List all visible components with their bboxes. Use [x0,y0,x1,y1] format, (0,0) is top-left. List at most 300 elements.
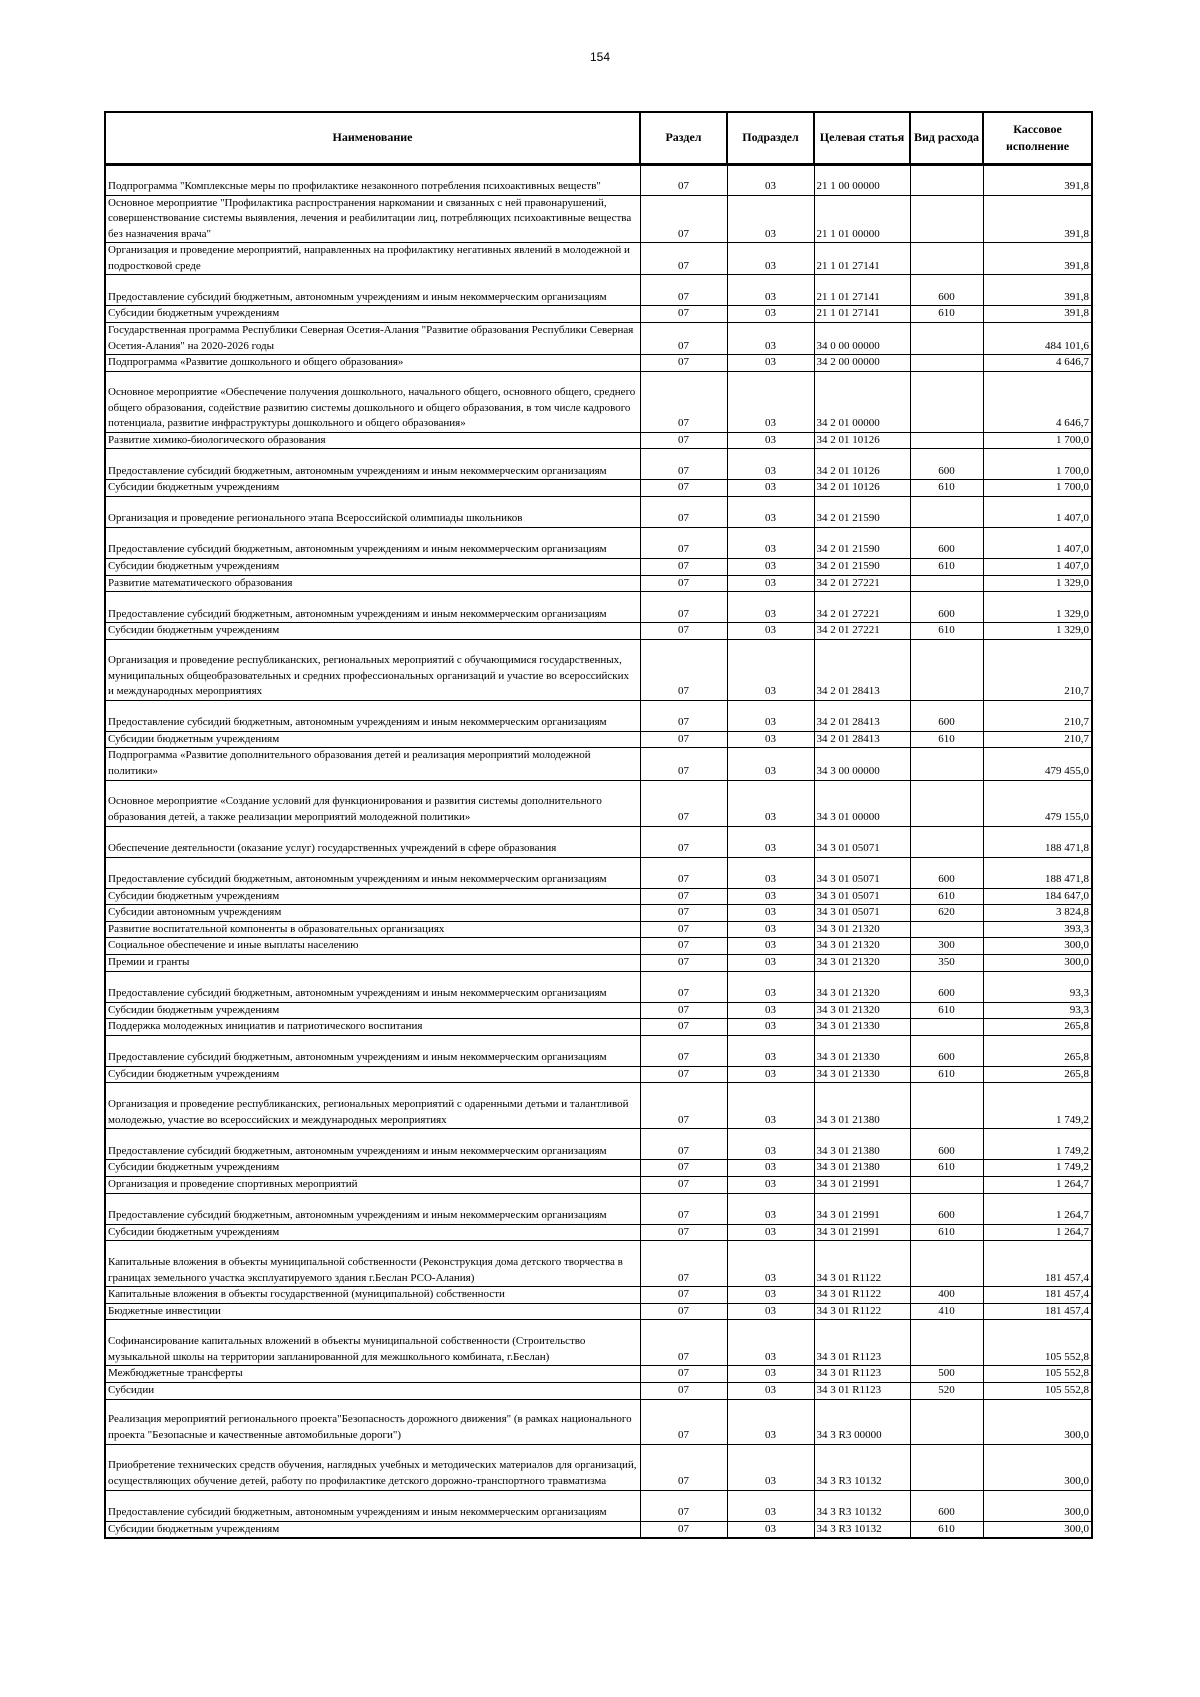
row-target-article: 34 3 R3 00000 [814,1399,910,1444]
row-amount: 1 700,0 [983,449,1092,480]
row-target-article: 34 3 01 R1123 [814,1382,910,1399]
row-amount: 1 329,0 [983,592,1092,623]
row-name: Бюджетные инвестиции [105,1303,640,1320]
row-section: 07 [640,1160,727,1177]
row-amount: 1 749,2 [983,1160,1092,1177]
row-section: 07 [640,1002,727,1019]
row-subsection: 03 [727,623,814,640]
row-expense-type: 610 [910,306,983,323]
row-section: 07 [640,1193,727,1224]
table-row [105,826,1092,857]
row-amount: 300,0 [983,938,1092,955]
row-subsection: 03 [727,1399,814,1444]
row-expense-type [910,639,983,700]
row-section: 07 [640,275,727,306]
table-row [105,748,1092,780]
row-section: 07 [640,1444,727,1490]
header-expense-type: Вид расхода [910,112,983,164]
table-row [105,355,1092,372]
row-name: Предоставление субсидий бюджетным, автономным учреждениям и иным некоммерческим организациям [105,1193,640,1224]
table-row [105,1193,1092,1224]
row-amount: 4 646,7 [983,371,1092,432]
row-amount: 181 457,4 [983,1241,1092,1287]
row-amount: 1 264,7 [983,1193,1092,1224]
row-section: 07 [640,575,727,592]
row-amount: 1 264,7 [983,1176,1092,1193]
row-subsection: 03 [727,559,814,576]
row-target-article: 34 3 01 R1123 [814,1320,910,1366]
row-name: Межбюджетные трансферты [105,1366,640,1383]
row-subsection: 03 [727,1444,814,1490]
row-name: Субсидии бюджетным учреждениям [105,559,640,576]
row-section: 07 [640,323,727,355]
row-amount: 105 552,8 [983,1366,1092,1383]
row-amount: 184 647,0 [983,888,1092,905]
row-subsection: 03 [727,731,814,748]
row-name: Основное мероприятие «Обеспечение получения дошкольного, начального общего, основного общего, среднего общего образования, содействие развитию системы дошкольного и общего образования, в том числе кадрового потенциала, развитие инфраструктуры дошкольного и общего образования» [105,371,640,432]
row-section: 07 [640,449,727,480]
row-amount: 105 552,8 [983,1382,1092,1399]
table-row [105,905,1092,922]
table-row [105,1035,1092,1066]
row-expense-type: 600 [910,1129,983,1160]
row-amount: 210,7 [983,731,1092,748]
row-name: Субсидии бюджетным учреждениям [105,1002,640,1019]
row-name: Организация и проведение республиканских, региональных мероприятий с одаренными детьми и талантливой молодежью, участие во всероссийских и международных мероприятиях [105,1083,640,1129]
row-expense-type [910,195,983,243]
row-section: 07 [640,1521,727,1538]
row-amount: 1 407,0 [983,528,1092,559]
row-subsection: 03 [727,826,814,857]
row-subsection: 03 [727,888,814,905]
row-subsection: 03 [727,1066,814,1083]
row-target-article: 21 1 01 27141 [814,243,910,275]
row-amount: 300,0 [983,954,1092,971]
row-target-article: 34 3 01 21330 [814,1066,910,1083]
table-row [105,371,1092,432]
table-row [105,780,1092,826]
row-section: 07 [640,1303,727,1320]
row-expense-type [910,921,983,938]
row-amount: 391,8 [983,243,1092,275]
row-target-article: 34 3 00 00000 [814,748,910,780]
table-row [105,528,1092,559]
row-target-article: 34 3 R3 10132 [814,1521,910,1538]
row-name: Субсидии бюджетным учреждениям [105,480,640,497]
budget-execution-table [104,111,1093,1539]
table-row [105,857,1092,888]
row-name: Предоставление субсидий бюджетным, автономным учреждениям и иным некоммерческим организациям [105,275,640,306]
row-amount: 93,3 [983,971,1092,1002]
row-target-article: 34 3 01 21320 [814,938,910,955]
row-expense-type [910,371,983,432]
row-subsection: 03 [727,748,814,780]
row-section: 07 [640,1066,727,1083]
row-subsection: 03 [727,1129,814,1160]
row-section: 07 [640,528,727,559]
row-section: 07 [640,592,727,623]
row-section: 07 [640,1287,727,1304]
table-body [105,164,1092,1538]
table-row [105,1521,1092,1538]
row-expense-type [910,164,983,195]
row-name: Основное мероприятие "Профилактика распространения наркомании и связанных с ней правонарушений, совершенствование системы выявления, лечения и реабилитации лиц, потребляющих психоактивные вещества без назначения врача" [105,195,640,243]
row-target-article: 34 2 01 21590 [814,497,910,528]
row-section: 07 [640,826,727,857]
row-expense-type [910,432,983,449]
row-section: 07 [640,1129,727,1160]
row-amount: 391,8 [983,164,1092,195]
row-target-article: 34 3 01 21380 [814,1083,910,1129]
row-expense-type [910,1444,983,1490]
row-section: 07 [640,306,727,323]
row-target-article: 34 3 01 R1123 [814,1366,910,1383]
row-amount: 105 552,8 [983,1320,1092,1366]
row-name: Организация и проведение мероприятий, направленных на профилактику негативных явлений в молодежной и подростковой среде [105,243,640,275]
row-subsection: 03 [727,480,814,497]
row-subsection: 03 [727,275,814,306]
row-target-article: 34 2 01 28413 [814,639,910,700]
row-amount: 391,8 [983,306,1092,323]
table-row [105,1241,1092,1287]
page-number: 154 [589,50,611,64]
row-target-article: 34 3 01 05071 [814,857,910,888]
table-row [105,1303,1092,1320]
row-section: 07 [640,497,727,528]
row-name: Подпрограмма «Развитие дошкольного и общего образования» [105,355,640,372]
row-target-article: 34 2 01 27221 [814,592,910,623]
row-subsection: 03 [727,639,814,700]
row-section: 07 [640,1366,727,1383]
row-section: 07 [640,623,727,640]
row-amount: 93,3 [983,1002,1092,1019]
row-expense-type [910,748,983,780]
row-section: 07 [640,1399,727,1444]
row-target-article: 34 3 01 R1122 [814,1287,910,1304]
row-name: Субсидии бюджетным учреждениям [105,306,640,323]
row-expense-type [910,1176,983,1193]
row-name: Предоставление субсидий бюджетным, автономным учреждениям и иным некоммерческим организациям [105,1129,640,1160]
row-section: 07 [640,1320,727,1366]
row-subsection: 03 [727,432,814,449]
row-name: Подпрограмма "Комплексные меры по профилактике незаконного потребления психоактивных веществ" [105,164,640,195]
table-row [105,449,1092,480]
row-name: Подпрограмма «Развитие дополнительного образования детей и реализация мероприятий молодежной политики» [105,748,640,780]
row-target-article: 34 3 01 00000 [814,780,910,826]
row-name: Предоставление субсидий бюджетным, автономным учреждениям и иным некоммерческим организациям [105,1490,640,1521]
row-subsection: 03 [727,449,814,480]
row-name: Развитие воспитательной компоненты в образовательных организациях [105,921,640,938]
row-amount: 300,0 [983,1490,1092,1521]
row-section: 07 [640,954,727,971]
row-expense-type [910,323,983,355]
row-subsection: 03 [727,592,814,623]
row-target-article: 34 3 01 21320 [814,921,910,938]
header-target-article: Целевая статья [814,112,910,164]
row-amount: 479 155,0 [983,780,1092,826]
row-section: 07 [640,971,727,1002]
row-amount: 1 407,0 [983,559,1092,576]
row-expense-type [910,1320,983,1366]
row-target-article: 34 3 01 21330 [814,1035,910,1066]
row-subsection: 03 [727,1002,814,1019]
row-name: Капитальные вложения в объекты государственной (муниципальной) собственности [105,1287,640,1304]
table-row [105,1366,1092,1383]
table-row [105,195,1092,243]
header-cash-execution: Кассовое исполнение [983,112,1092,164]
row-name: Организация и проведение регионального этапа Всероссийской олимпиады школьников [105,497,640,528]
row-target-article: 34 3 01 21380 [814,1129,910,1160]
table-row [105,432,1092,449]
row-subsection: 03 [727,1176,814,1193]
row-name: Обеспечение деятельности (оказание услуг) государственных учреждений в сфере образования [105,826,640,857]
row-expense-type: 600 [910,275,983,306]
row-section: 07 [640,1241,727,1287]
row-amount: 181 457,4 [983,1287,1092,1304]
row-name: Субсидии бюджетным учреждениям [105,1521,640,1538]
table-row [105,1176,1092,1193]
table-row [105,1490,1092,1521]
row-amount: 188 471,8 [983,857,1092,888]
row-name: Предоставление субсидий бюджетным, автономным учреждениям и иным некоммерческим организациям [105,971,640,1002]
row-subsection: 03 [727,528,814,559]
row-amount: 188 471,8 [983,826,1092,857]
row-expense-type: 600 [910,971,983,1002]
row-amount: 1 407,0 [983,497,1092,528]
row-subsection: 03 [727,938,814,955]
row-target-article: 34 2 01 00000 [814,371,910,432]
row-target-article: 34 3 01 05071 [814,888,910,905]
table-row [105,1320,1092,1366]
table-row [105,164,1092,195]
row-expense-type: 300 [910,938,983,955]
row-amount: 4 646,7 [983,355,1092,372]
row-target-article: 34 3 01 R1122 [814,1241,910,1287]
row-target-article: 34 3 01 21991 [814,1193,910,1224]
row-section: 07 [640,355,727,372]
table-row [105,323,1092,355]
row-section: 07 [640,938,727,955]
row-expense-type: 600 [910,592,983,623]
row-target-article: 34 2 01 27221 [814,623,910,640]
row-subsection: 03 [727,1303,814,1320]
row-expense-type [910,243,983,275]
row-name: Капитальные вложения в объекты муниципальной собственности (Реконструкция дома детского творчества в границах земельного участка эксплуатируемого здания г.Беслан РСО-Алания) [105,1241,640,1287]
row-target-article: 34 2 01 28413 [814,700,910,731]
table-row [105,480,1092,497]
row-section: 07 [640,480,727,497]
row-name: Поддержка молодежных инициатив и патриотического воспитания [105,1019,640,1036]
table-row [105,938,1092,955]
table-row [105,243,1092,275]
row-target-article: 34 3 01 21991 [814,1224,910,1241]
row-section: 07 [640,700,727,731]
row-subsection: 03 [727,497,814,528]
row-amount: 1 700,0 [983,432,1092,449]
row-name: Софинансирование капитальных вложений в объекты муниципальной собственности (Строительство музыкальной школы на территории запланированной для межшкольного комбината, г.Беслан) [105,1320,640,1366]
row-expense-type: 610 [910,731,983,748]
row-amount: 300,0 [983,1444,1092,1490]
row-amount: 1 264,7 [983,1224,1092,1241]
table-row [105,639,1092,700]
row-name: Субсидии бюджетным учреждениям [105,1160,640,1177]
row-amount: 210,7 [983,639,1092,700]
row-section: 07 [640,432,727,449]
table-row [105,275,1092,306]
row-subsection: 03 [727,371,814,432]
row-expense-type: 500 [910,1366,983,1383]
row-name: Субсидии [105,1382,640,1399]
row-expense-type: 520 [910,1382,983,1399]
row-expense-type: 600 [910,1490,983,1521]
row-section: 07 [640,1035,727,1066]
row-expense-type: 600 [910,857,983,888]
row-target-article: 21 1 00 00000 [814,164,910,195]
row-target-article: 34 2 01 10126 [814,449,910,480]
row-subsection: 03 [727,1366,814,1383]
table-row [105,731,1092,748]
table-row [105,592,1092,623]
row-expense-type: 600 [910,1035,983,1066]
row-amount: 479 455,0 [983,748,1092,780]
row-name: Развитие химико-биологического образования [105,432,640,449]
row-expense-type: 610 [910,888,983,905]
row-section: 07 [640,1083,727,1129]
row-subsection: 03 [727,1320,814,1366]
row-target-article: 34 2 01 21590 [814,528,910,559]
row-name: Приобретение технических средств обучения, наглядных учебных и методических материалов для организаций, осуществляющих обучение детей, работу по профилактике детского дорожно-транспортного травматизма [105,1444,640,1490]
table-row [105,700,1092,731]
row-name: Субсидии бюджетным учреждениям [105,623,640,640]
row-target-article: 34 2 01 21590 [814,559,910,576]
row-section: 07 [640,195,727,243]
table-row [105,1019,1092,1036]
header-section: Раздел [640,112,727,164]
row-name: Предоставление субсидий бюджетным, автономным учреждениям и иным некоммерческим организациям [105,700,640,731]
row-subsection: 03 [727,857,814,888]
row-amount: 393,3 [983,921,1092,938]
row-name: Субсидии бюджетным учреждениям [105,1224,640,1241]
table-row [105,1002,1092,1019]
row-section: 07 [640,905,727,922]
row-expense-type [910,1399,983,1444]
row-amount: 265,8 [983,1019,1092,1036]
table-row [105,1382,1092,1399]
row-name: Субсидии бюджетным учреждениям [105,1066,640,1083]
table-row [105,1066,1092,1083]
row-subsection: 03 [727,905,814,922]
row-amount: 1 329,0 [983,575,1092,592]
row-expense-type [910,355,983,372]
row-expense-type [910,780,983,826]
row-subsection: 03 [727,780,814,826]
row-name: Предоставление субсидий бюджетным, автономным учреждениям и иным некоммерческим организациям [105,592,640,623]
row-section: 07 [640,748,727,780]
row-expense-type: 610 [910,1002,983,1019]
row-target-article: 34 3 01 R1122 [814,1303,910,1320]
table-row [105,559,1092,576]
row-expense-type: 400 [910,1287,983,1304]
row-subsection: 03 [727,306,814,323]
row-subsection: 03 [727,164,814,195]
row-target-article: 34 2 01 28413 [814,731,910,748]
row-expense-type: 410 [910,1303,983,1320]
row-section: 07 [640,1176,727,1193]
row-name: Основное мероприятие «Создание условий для функционирования и развития системы дополнительного образования детей, а также реализации мероприятий молодежной политики» [105,780,640,826]
row-name: Предоставление субсидий бюджетным, автономным учреждениям и иным некоммерческим организациям [105,857,640,888]
row-amount: 391,8 [983,275,1092,306]
row-subsection: 03 [727,1241,814,1287]
row-section: 07 [640,921,727,938]
row-expense-type: 610 [910,1521,983,1538]
row-amount: 1 700,0 [983,480,1092,497]
row-section: 07 [640,164,727,195]
row-subsection: 03 [727,700,814,731]
table-row [105,1160,1092,1177]
row-target-article: 34 0 00 00000 [814,323,910,355]
row-target-article: 21 1 01 27141 [814,275,910,306]
table-row [105,971,1092,1002]
row-subsection: 03 [727,1160,814,1177]
row-target-article: 34 3 01 21320 [814,971,910,1002]
row-section: 07 [640,857,727,888]
row-amount: 484 101,6 [983,323,1092,355]
row-subsection: 03 [727,195,814,243]
row-name: Организация и проведение спортивных мероприятий [105,1176,640,1193]
row-amount: 1 749,2 [983,1083,1092,1129]
row-subsection: 03 [727,954,814,971]
row-target-article: 34 2 01 27221 [814,575,910,592]
row-subsection: 03 [727,1019,814,1036]
row-expense-type: 600 [910,449,983,480]
table-row [105,888,1092,905]
table-header-row [105,112,1092,164]
row-subsection: 03 [727,243,814,275]
row-subsection: 03 [727,1521,814,1538]
row-name: Социальное обеспечение и иные выплаты населению [105,938,640,955]
row-section: 07 [640,888,727,905]
row-name: Субсидии бюджетным учреждениям [105,731,640,748]
row-expense-type: 610 [910,1224,983,1241]
row-amount: 181 457,4 [983,1303,1092,1320]
row-target-article: 34 2 01 10126 [814,432,910,449]
row-subsection: 03 [727,1490,814,1521]
row-expense-type: 600 [910,1193,983,1224]
table-row [105,1287,1092,1304]
table-row [105,1399,1092,1444]
row-amount: 1 749,2 [983,1129,1092,1160]
row-subsection: 03 [727,1287,814,1304]
row-expense-type [910,1241,983,1287]
row-name: Развитие математического образования [105,575,640,592]
row-subsection: 03 [727,1224,814,1241]
row-name: Организация и проведение республиканских, региональных мероприятий с обучающимися государственных, муниципальных общеобразовательных и средних профессиональных организаций и участие во всероссийских и международных мероприятиях [105,639,640,700]
row-section: 07 [640,780,727,826]
row-expense-type: 600 [910,700,983,731]
table-row [105,1224,1092,1241]
table-row [105,921,1092,938]
table-row [105,1129,1092,1160]
row-name: Субсидии бюджетным учреждениям [105,888,640,905]
row-target-article: 34 3 01 05071 [814,826,910,857]
row-name: Реализация мероприятий регионального проекта"Безопасность дорожного движения" (в рамках национального проекта "Безопасные и качественные автомобильные дороги") [105,1399,640,1444]
row-subsection: 03 [727,921,814,938]
row-target-article: 34 2 01 10126 [814,480,910,497]
table-row [105,306,1092,323]
row-expense-type [910,1019,983,1036]
row-section: 07 [640,731,727,748]
table-row [105,497,1092,528]
